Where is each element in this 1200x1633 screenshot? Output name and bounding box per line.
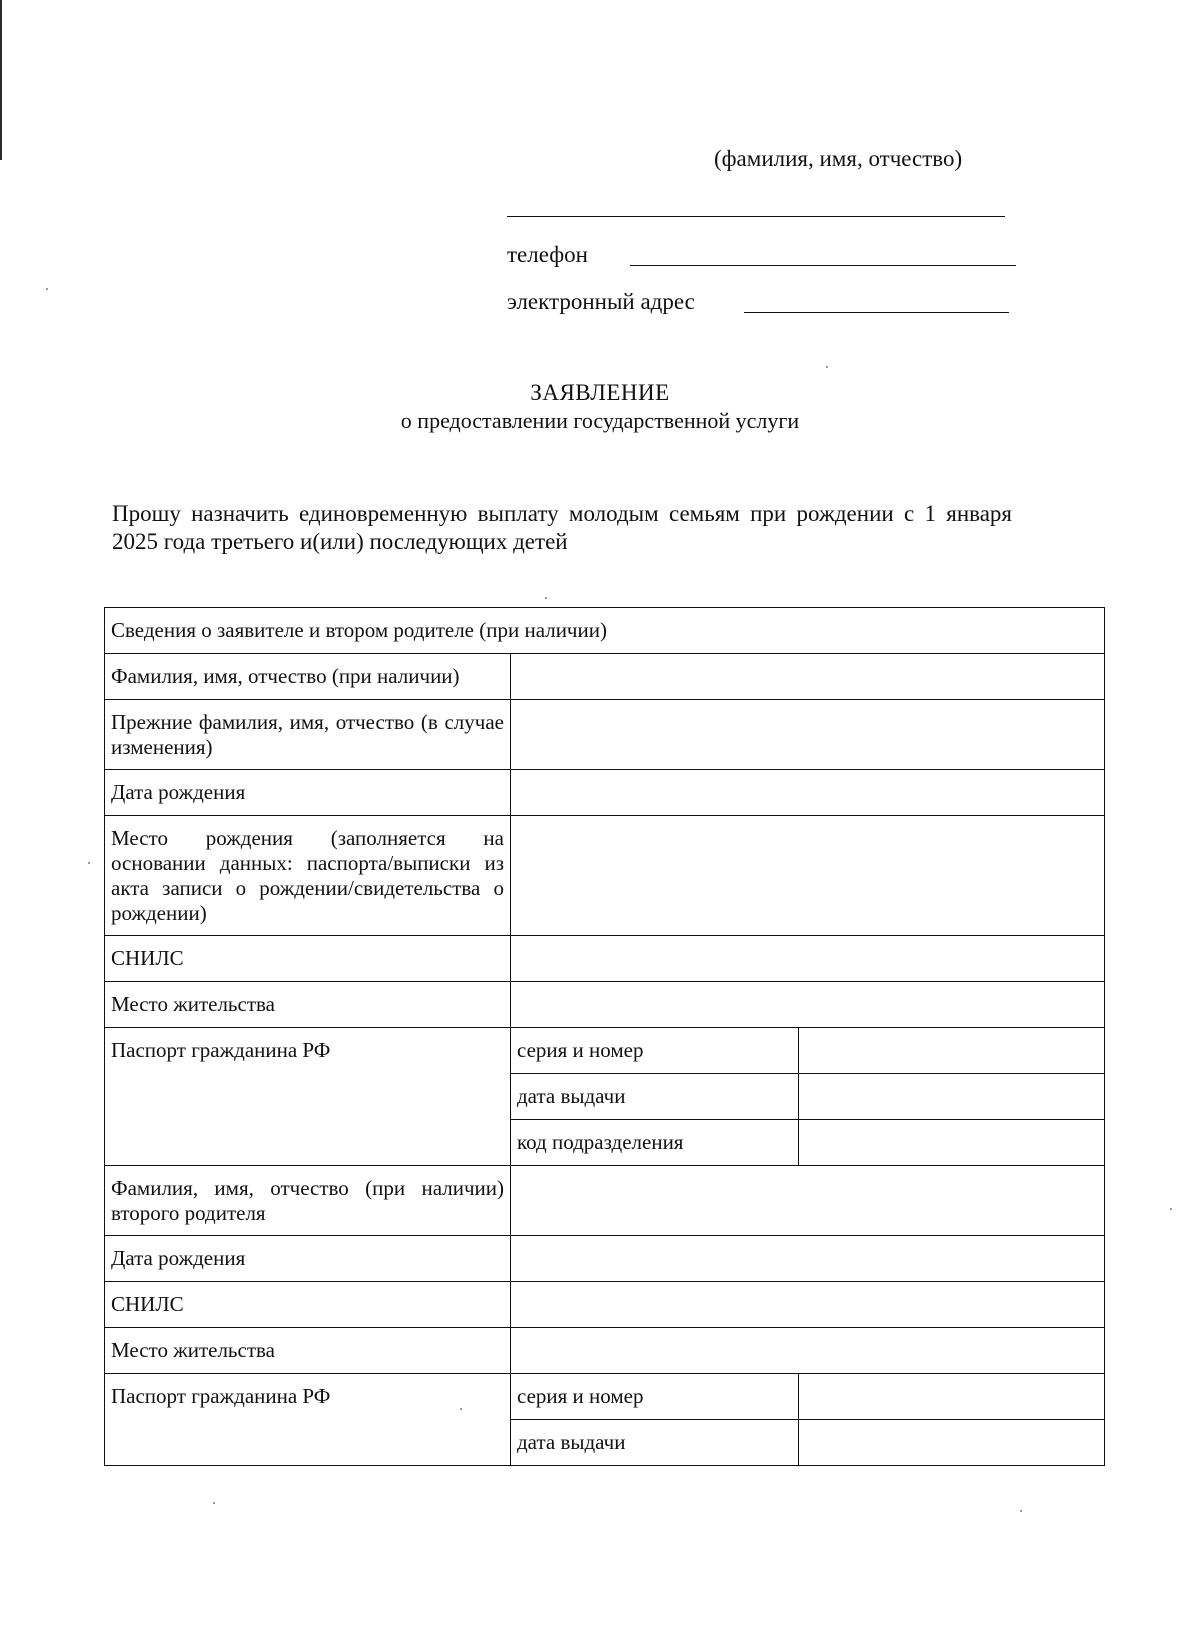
applicant-passport-issue-date-field[interactable] xyxy=(799,1074,1105,1120)
section-header: Сведения о заявителе и втором родителе (при наличии) xyxy=(105,608,1105,654)
applicant-birth-place-field[interactable] xyxy=(511,816,1105,936)
second-parent-snils-field[interactable] xyxy=(511,1282,1105,1328)
applicant-fio-label: Фамилия, имя, отчество (при наличии) xyxy=(105,654,511,700)
second-parent-residence-label: Место жительства xyxy=(105,1328,511,1374)
second-parent-fio-field[interactable] xyxy=(511,1166,1105,1236)
second-parent-passport-series-label: серия и номер xyxy=(511,1374,799,1420)
applicant-snils-label: СНИЛС xyxy=(105,936,511,982)
second-parent-passport-issue-date-label: дата выдачи xyxy=(511,1420,799,1466)
scan-speck xyxy=(1170,1208,1172,1210)
fio-caption: (фамилия, имя, отчество) xyxy=(714,146,963,171)
applicant-fio-field[interactable] xyxy=(511,654,1105,700)
scan-speck xyxy=(826,366,828,368)
fio-input-line[interactable] xyxy=(507,216,1005,217)
second-parent-passport-series-field[interactable] xyxy=(799,1374,1105,1420)
scan-speck xyxy=(213,1502,215,1504)
scan-edge xyxy=(0,0,2,160)
applicant-snils-field[interactable] xyxy=(511,936,1105,982)
scan-speck xyxy=(46,288,48,290)
second-parent-passport-issue-date-field[interactable] xyxy=(799,1420,1105,1466)
document-title: ЗАЯВЛЕНИЕ xyxy=(530,380,670,405)
scan-speck xyxy=(88,862,90,864)
applicant-former-fio-label: Прежние фамилия, имя, отчество (в случае изменения) xyxy=(105,700,511,770)
request-text: Прошу назначить единовременную выплату молодым семьям при рождении с 1 января 2025 года третьего и(или) последующих детей xyxy=(112,501,1012,554)
second-parent-birth-date-field[interactable] xyxy=(511,1236,1105,1282)
second-parent-fio-label: Фамилия, имя, отчество (при наличии) второго родителя xyxy=(105,1166,511,1236)
second-parent-birth-date-label: Дата рождения xyxy=(105,1236,511,1282)
applicant-passport-issue-date-label: дата выдачи xyxy=(511,1074,799,1120)
applicant-residence-field[interactable] xyxy=(511,982,1105,1028)
applicant-birth-place-label: Место рождения (заполняется на основании данных: паспорта/выписки из акта записи о рождении/свидетельства о рождении) xyxy=(105,816,511,936)
applicant-passport-series-label: серия и номер xyxy=(511,1028,799,1074)
applicant-former-fio-field[interactable] xyxy=(511,700,1105,770)
applicant-form-table xyxy=(104,607,1105,1466)
email-label: электронный адрес xyxy=(507,289,695,314)
applicant-birth-date-field[interactable] xyxy=(511,770,1105,816)
applicant-passport-series-field[interactable] xyxy=(799,1028,1105,1074)
document-subtitle: о предоставлении государственной услуги xyxy=(400,408,800,433)
second-parent-snils-label: СНИЛС xyxy=(105,1282,511,1328)
scan-speck xyxy=(460,1408,462,1410)
applicant-passport-division-code-label: код подразделения xyxy=(511,1120,799,1166)
applicant-birth-date-label: Дата рождения xyxy=(105,770,511,816)
applicant-residence-label: Место жительства xyxy=(105,982,511,1028)
phone-label: телефон xyxy=(507,242,588,267)
phone-input-line[interactable] xyxy=(630,265,1016,266)
scan-speck xyxy=(545,597,547,599)
applicant-passport-division-code-field[interactable] xyxy=(799,1120,1105,1166)
email-input-line[interactable] xyxy=(744,312,1009,313)
scan-speck xyxy=(1020,1510,1022,1512)
second-parent-residence-field[interactable] xyxy=(511,1328,1105,1374)
second-parent-passport-label: Паспорт гражданина РФ xyxy=(105,1374,511,1466)
applicant-passport-label: Паспорт гражданина РФ xyxy=(105,1028,511,1166)
